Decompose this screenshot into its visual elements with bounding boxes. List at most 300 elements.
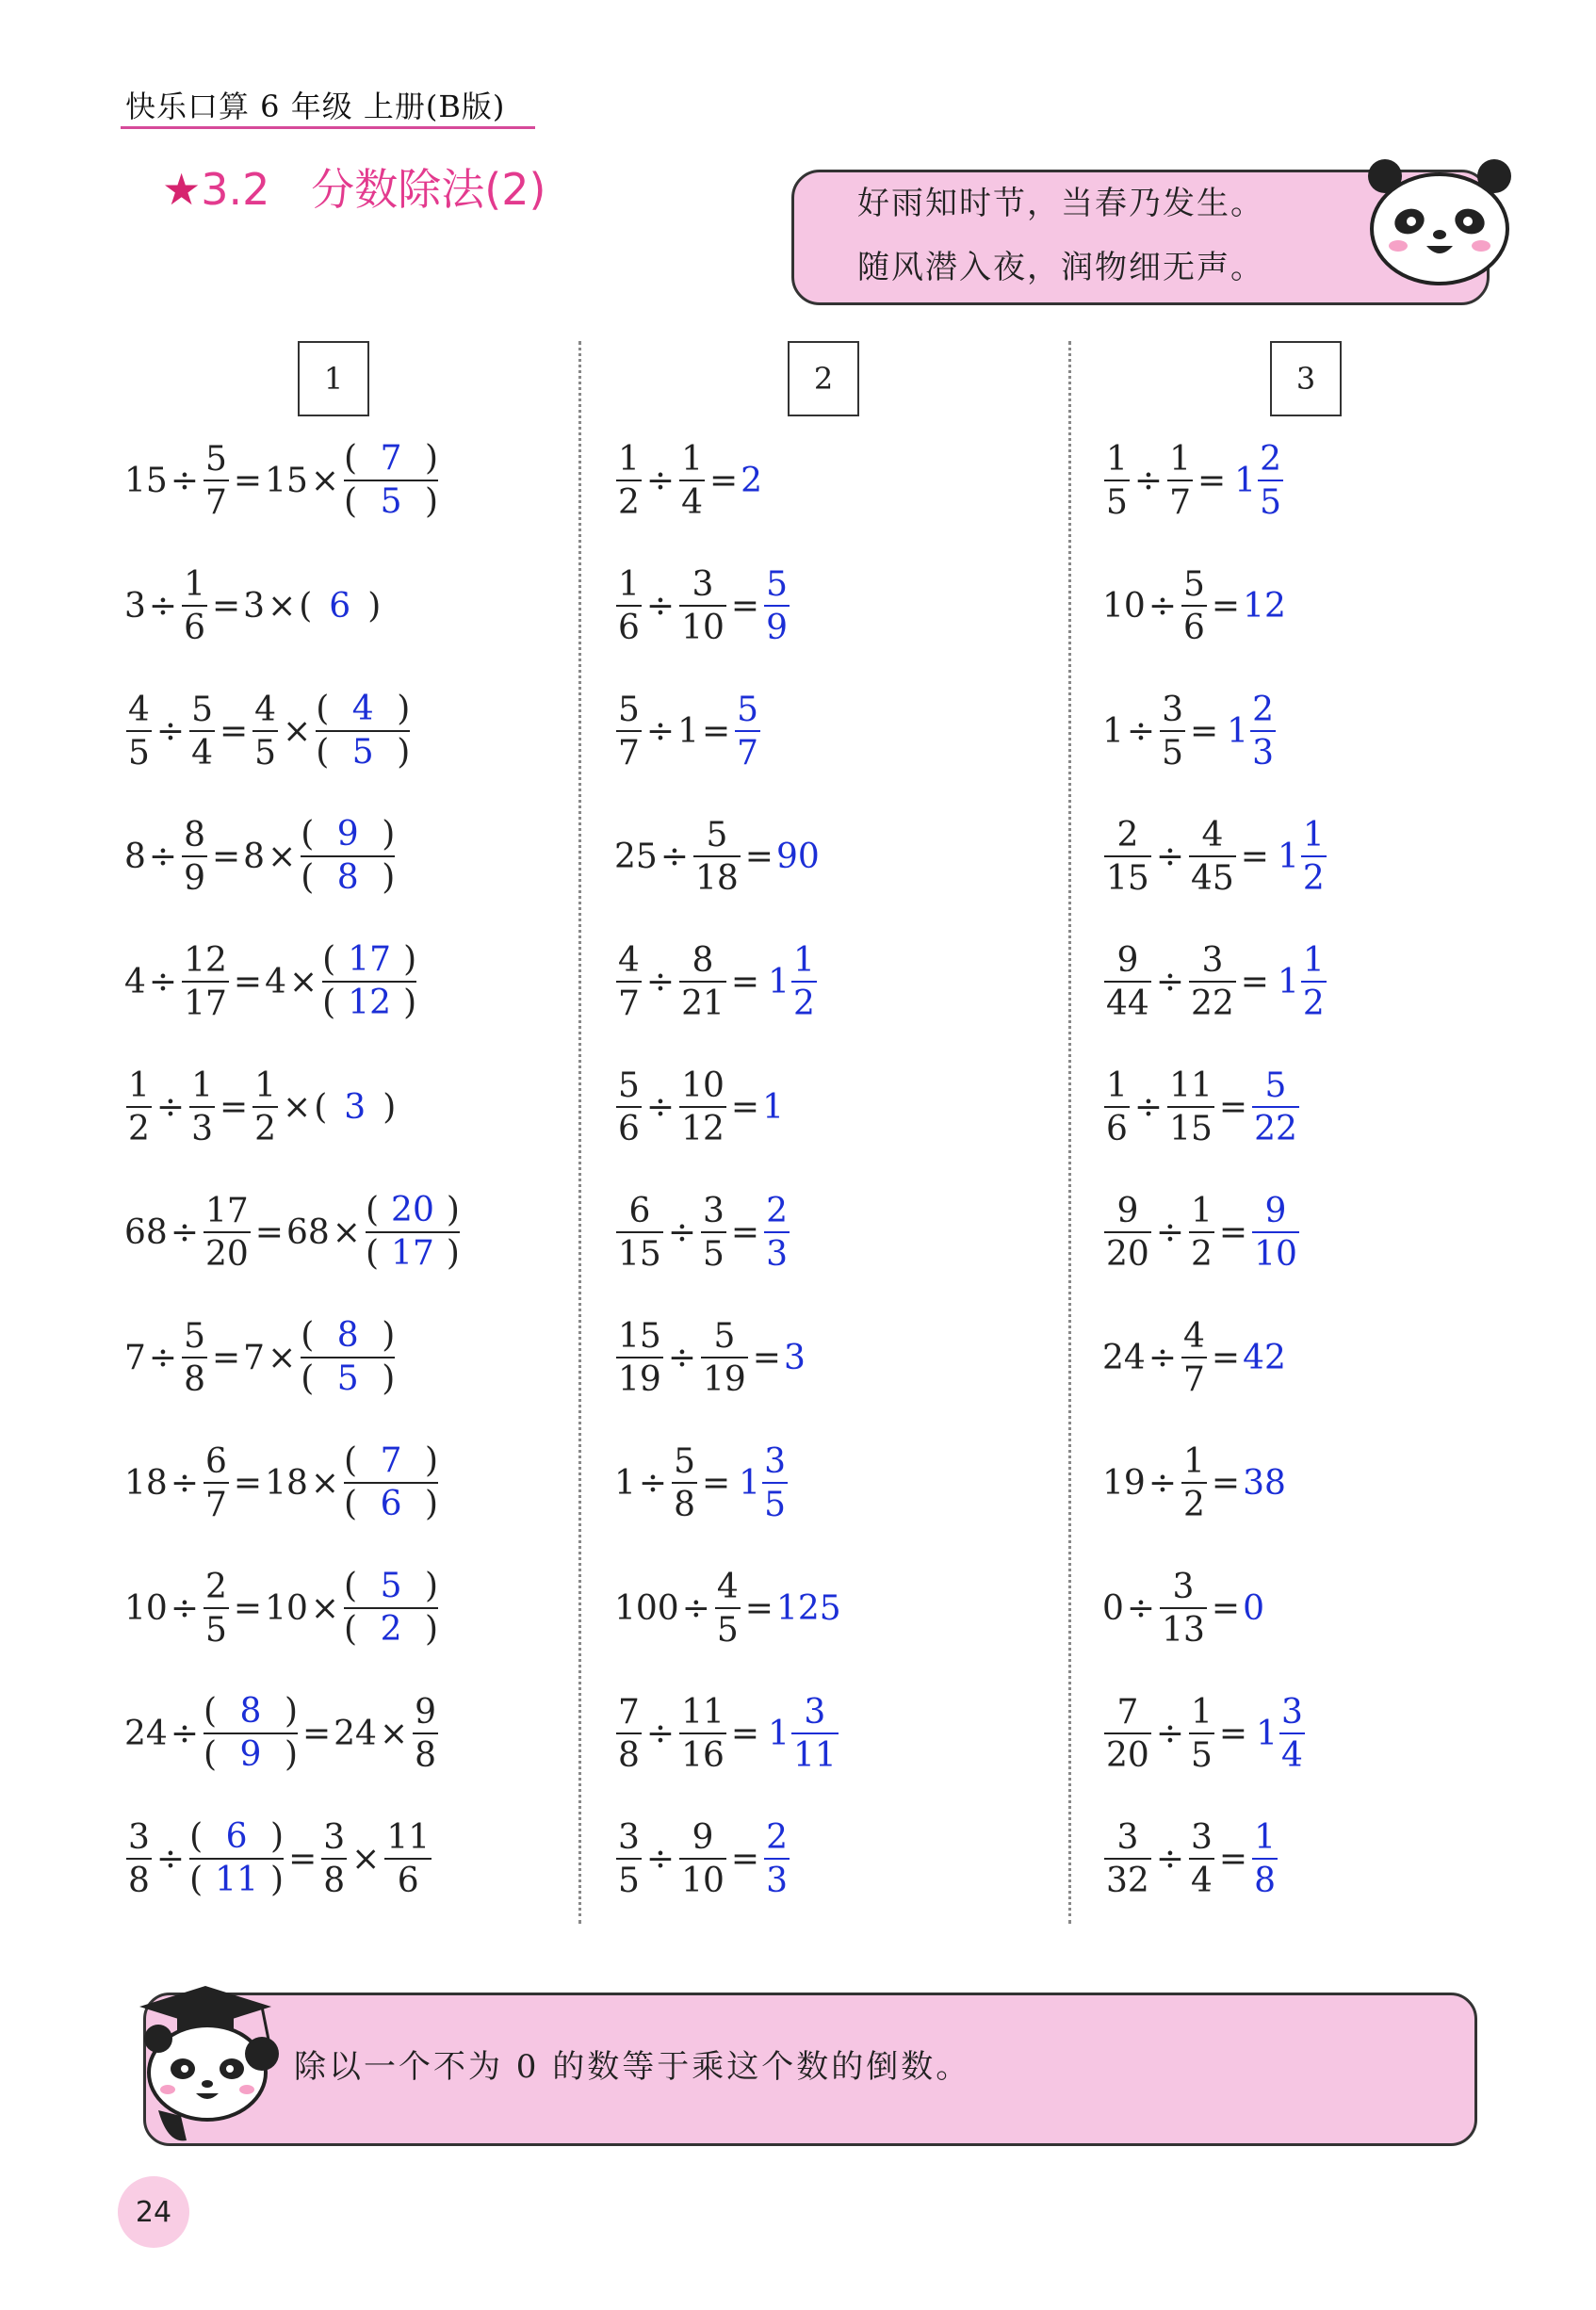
number: 18 (265, 1463, 308, 1503)
fraction (679, 1691, 726, 1776)
numerator: 12 (184, 941, 227, 980)
denominator: 4 (1190, 1862, 1213, 1900)
answer-value: 90 (775, 837, 820, 876)
denominator: 5 (764, 1486, 786, 1524)
operator: = (1189, 711, 1219, 751)
denominator: 8 (674, 1486, 695, 1524)
denominator: 19 (618, 1360, 661, 1399)
answer-value: 9 (336, 815, 359, 854)
denominator: 6 (1106, 1110, 1128, 1148)
operator: ÷ (1126, 1588, 1156, 1628)
column-divider-2 (1068, 341, 1071, 1924)
blank-fraction (322, 939, 416, 1024)
numerator: 7 (618, 1693, 640, 1732)
numerator: 1 (184, 565, 205, 604)
panda-face-icon (1364, 155, 1515, 287)
numerator: 1 (792, 941, 815, 980)
operator: ÷ (155, 711, 186, 751)
fraction (182, 939, 229, 1024)
problem-row (1102, 1686, 1307, 1781)
problem-row (124, 1060, 396, 1154)
denominator: 8 (128, 1862, 150, 1900)
denominator: 7 (737, 734, 759, 773)
fraction (616, 939, 642, 1024)
fraction (616, 689, 642, 773)
number: 1 (677, 711, 699, 751)
numerator: 5 (184, 1317, 205, 1356)
paren: ) (446, 1234, 460, 1273)
blank-numerator (344, 1566, 438, 1607)
fraction (1189, 1691, 1214, 1776)
paren: ( (301, 1316, 315, 1355)
numerator: 10 (681, 1066, 725, 1105)
column-divider-1 (578, 341, 581, 1924)
numerator: 5 (766, 565, 788, 604)
answer-value: 6 (380, 1485, 402, 1523)
denominator: 8 (323, 1862, 346, 1900)
denominator: 7 (204, 1486, 227, 1524)
answer-value: 38 (1243, 1463, 1286, 1503)
fraction (1160, 689, 1185, 773)
paren: ) (397, 733, 411, 772)
fraction (182, 563, 207, 648)
paren: ( (344, 482, 358, 521)
numerator: 8 (184, 816, 205, 854)
answer-fraction (1279, 1691, 1305, 1776)
blank-numerator (301, 1315, 395, 1357)
blank-denominator (316, 732, 410, 773)
denominator: 8 (184, 1360, 205, 1399)
answer-fraction (1301, 814, 1327, 899)
operator: = (233, 1463, 263, 1503)
operator: = (730, 586, 760, 626)
denominator: 5 (1162, 734, 1183, 773)
operator: = (1240, 837, 1269, 876)
number: 7 (243, 1338, 266, 1377)
fraction (1189, 1816, 1214, 1901)
answer-value: 5 (351, 733, 374, 772)
fraction (1167, 1065, 1214, 1149)
blank-denominator (189, 1860, 284, 1901)
operator: = (730, 1839, 760, 1879)
number: 68 (124, 1212, 168, 1252)
numerator: 3 (618, 1818, 640, 1857)
blank-denominator (204, 1734, 298, 1776)
operator: ÷ (645, 962, 676, 1001)
operator: ÷ (1148, 1463, 1177, 1503)
numerator: 4 (254, 691, 277, 729)
answer-value: 8 (239, 1692, 262, 1731)
operator: = (288, 1839, 318, 1879)
problem-row (124, 1436, 440, 1530)
poem-line-1: 好雨知时节，当春乃发生。 (857, 185, 1264, 222)
operator: ÷ (660, 837, 689, 876)
denominator: 32 (1106, 1862, 1149, 1900)
denominator: 6 (184, 609, 205, 647)
problem-row (124, 1185, 462, 1279)
answer-value: 5 (336, 1359, 359, 1398)
problem-row (1102, 559, 1286, 653)
problem-row (124, 1686, 440, 1781)
denominator: 5 (618, 1862, 640, 1900)
numerator: 2 (1116, 816, 1139, 854)
denominator: 5 (1190, 1736, 1213, 1775)
fraction (182, 814, 207, 899)
denominator: 3 (191, 1110, 213, 1148)
operator: = (1218, 1839, 1248, 1879)
problem-row (614, 559, 791, 653)
numerator: 5 (1182, 565, 1205, 604)
operator: × (351, 1839, 381, 1879)
fraction (679, 438, 705, 523)
numerator: 4 (1182, 1317, 1205, 1356)
operator: ÷ (1155, 1714, 1184, 1753)
numerator: 1 (1106, 440, 1128, 479)
operator: = (730, 962, 760, 1001)
number: 19 (1102, 1463, 1146, 1503)
fraction (679, 939, 726, 1024)
fraction (679, 563, 726, 648)
operator: ÷ (645, 461, 676, 500)
operator: = (1211, 586, 1241, 626)
numerator: 5 (713, 1317, 736, 1356)
blank-numerator (204, 1691, 298, 1732)
numerator: 5 (1264, 1066, 1287, 1105)
number: 10 (124, 1588, 168, 1628)
paren: ( (322, 984, 336, 1022)
operator: ÷ (645, 586, 676, 626)
paren: ) (425, 1485, 439, 1523)
fraction (672, 1440, 697, 1525)
operator: ÷ (155, 1087, 186, 1127)
answer-fraction (764, 563, 790, 648)
number: 68 (285, 1212, 330, 1252)
denominator: 5 (716, 1611, 739, 1650)
numerator: 5 (618, 1066, 640, 1105)
paren: ) (383, 1087, 397, 1127)
operator: × (310, 1588, 340, 1628)
operator: = (701, 1463, 731, 1503)
fraction (616, 438, 642, 523)
answer-value: 11 (215, 1861, 258, 1899)
fraction (616, 1190, 663, 1275)
problem-row (614, 433, 762, 528)
blank-denominator (366, 1233, 460, 1275)
problem-row (124, 559, 381, 653)
numerator: 1 (1169, 440, 1191, 479)
operator: = (1218, 1714, 1248, 1753)
fraction (616, 1065, 642, 1149)
denominator: 4 (1280, 1736, 1303, 1775)
paren: ( (344, 1485, 358, 1523)
fraction (1181, 1315, 1207, 1400)
numerator: 1 (1254, 1818, 1276, 1857)
fraction (1104, 1691, 1151, 1776)
answer-fraction (791, 939, 817, 1024)
number: 10 (1102, 586, 1146, 626)
paren: ) (367, 586, 382, 626)
number: 1 (1102, 711, 1124, 751)
numerator: 2 (1252, 691, 1274, 729)
fraction (126, 1816, 152, 1901)
number: 100 (614, 1588, 679, 1628)
problem-row (1102, 1310, 1286, 1405)
fraction (1189, 814, 1236, 899)
numerator: 4 (618, 941, 640, 980)
blank-fraction (344, 1440, 438, 1525)
denominator: 5 (702, 1235, 725, 1274)
operator: = (211, 1338, 241, 1377)
numerator: 3 (702, 1192, 725, 1230)
answer-value: 42 (1243, 1338, 1286, 1377)
operator: = (219, 711, 249, 751)
operator: × (283, 1087, 312, 1127)
fraction (616, 1816, 642, 1901)
fraction (616, 1691, 642, 1776)
denominator: 10 (681, 609, 725, 647)
fraction (189, 1065, 215, 1149)
fraction (321, 1816, 347, 1901)
numerator: 15 (618, 1317, 661, 1356)
number: 25 (614, 837, 658, 876)
paren: ) (403, 940, 417, 979)
operator: = (744, 837, 774, 876)
paren: ) (270, 1817, 285, 1856)
blank-fraction (301, 814, 395, 899)
denominator: 2 (618, 483, 640, 522)
answer-value: 125 (775, 1588, 841, 1628)
numerator: 3 (1280, 1693, 1303, 1732)
blank-fraction (189, 1816, 284, 1901)
denominator: 2 (128, 1110, 150, 1148)
blank-fraction (301, 1315, 395, 1400)
operator: ÷ (645, 711, 676, 751)
denominator: 6 (618, 609, 640, 647)
number: 18 (124, 1463, 168, 1503)
numerator: 5 (706, 816, 728, 854)
numerator: 9 (1264, 1192, 1287, 1230)
denominator: 3 (1252, 734, 1274, 773)
answer-value: 1 (1227, 711, 1249, 751)
denominator: 17 (184, 984, 227, 1023)
operator: ÷ (638, 1463, 668, 1503)
paren: ( (301, 1359, 315, 1398)
operator: = (1211, 1338, 1241, 1377)
fraction (189, 689, 215, 773)
numerator: 3 (1201, 941, 1224, 980)
numerator: 5 (737, 691, 759, 729)
fraction (204, 1190, 251, 1275)
fraction (679, 1816, 726, 1901)
operator: = (301, 1714, 332, 1753)
problem-row (1102, 1185, 1301, 1279)
denominator: 7 (204, 483, 227, 522)
answer-value: 1 (739, 1463, 761, 1503)
problem-row (124, 935, 418, 1029)
fraction (1189, 939, 1236, 1024)
denominator: 5 (204, 1611, 227, 1650)
paren: ) (270, 1861, 285, 1899)
operator: ÷ (645, 1839, 676, 1879)
blank-numerator (322, 939, 416, 981)
blank-denominator (301, 1358, 395, 1400)
fraction (1104, 814, 1151, 899)
blank-fraction (316, 689, 410, 773)
numerator: 11 (1169, 1066, 1213, 1105)
numerator: 5 (204, 440, 227, 479)
denominator: 5 (254, 734, 277, 773)
operator: ÷ (1133, 1087, 1164, 1127)
answer-value: 3 (344, 1087, 366, 1127)
fraction (204, 1440, 229, 1525)
operator: ÷ (1155, 1212, 1184, 1252)
answer-fraction (1258, 438, 1283, 523)
problem-row (1102, 684, 1278, 778)
operator: × (332, 1212, 361, 1252)
numerator: 3 (1162, 691, 1183, 729)
number: 15 (124, 461, 168, 500)
answer-value: 1 (1234, 461, 1257, 500)
number: 15 (265, 461, 308, 500)
problem-row (614, 1436, 790, 1530)
answer-value: 1 (1277, 837, 1299, 876)
operator: ÷ (645, 1087, 676, 1127)
answer-value: 9 (239, 1735, 262, 1774)
answer-value: 8 (336, 1316, 359, 1355)
denominator: 4 (191, 734, 213, 773)
blank-fraction (344, 438, 438, 523)
numerator: 3 (323, 1818, 346, 1857)
section-title (162, 155, 546, 218)
answer-value: 6 (329, 586, 351, 626)
operator: ÷ (148, 962, 178, 1001)
paren: ( (322, 940, 336, 979)
operator: ÷ (681, 1588, 710, 1628)
denominator: 20 (204, 1235, 249, 1274)
number: 3 (243, 586, 266, 626)
denominator: 2 (1190, 1235, 1213, 1274)
answer-value: 1 (762, 1087, 784, 1127)
problem-row (614, 935, 819, 1029)
operator: = (1218, 1087, 1248, 1127)
operator: ÷ (1155, 962, 1184, 1001)
paren: ( (365, 1234, 379, 1273)
operator: × (379, 1714, 409, 1753)
denominator: 10 (1254, 1235, 1297, 1274)
denominator: 19 (702, 1360, 746, 1399)
denominator: 3 (766, 1862, 788, 1900)
numerator: 8 (692, 941, 714, 980)
column-number-3: 3 (1270, 341, 1342, 416)
fraction (701, 1190, 726, 1275)
denominator: 6 (397, 1862, 419, 1900)
blank-denominator (301, 857, 395, 899)
blank-fraction (366, 1190, 460, 1275)
paren: ( (365, 1191, 379, 1229)
answer-fraction (1252, 1816, 1278, 1901)
problem-row (1102, 1436, 1286, 1530)
numerator: 2 (1260, 440, 1281, 479)
denominator: 15 (1106, 859, 1149, 898)
problem-row (1102, 809, 1328, 903)
answer-value: 1 (768, 1714, 790, 1753)
paren: ) (425, 439, 439, 478)
operator: = (233, 962, 263, 1001)
paren: ( (344, 1610, 358, 1649)
operator: = (211, 586, 241, 626)
number: 24 (124, 1714, 168, 1753)
fraction (701, 1315, 748, 1400)
paren: ) (382, 1316, 396, 1355)
denominator: 10 (681, 1862, 725, 1900)
graduate-panda-icon (121, 1978, 290, 2148)
numerator: 9 (1116, 941, 1139, 980)
problem-row (124, 1561, 440, 1655)
paren: ( (203, 1692, 218, 1731)
paren: ) (425, 1441, 439, 1480)
denominator: 15 (1169, 1110, 1213, 1148)
denominator: 4 (681, 483, 703, 522)
answer-value: 6 (225, 1817, 248, 1856)
operator: ÷ (1155, 837, 1184, 876)
numerator: 4 (128, 691, 150, 729)
problem-row (614, 1185, 791, 1279)
numerator: 1 (128, 1066, 150, 1105)
denominator: 20 (1106, 1235, 1149, 1274)
answer-fraction (764, 1190, 790, 1275)
operator: = (744, 1588, 774, 1628)
numerator: 3 (1190, 1818, 1213, 1857)
answer-blank (314, 1088, 396, 1127)
operator: ÷ (148, 586, 178, 626)
number: 8 (243, 837, 266, 876)
denominator: 5 (1106, 483, 1128, 522)
paren: ( (299, 586, 313, 626)
numerator: 5 (191, 691, 213, 729)
paren: ) (425, 482, 439, 521)
fraction (1181, 1440, 1207, 1525)
answer-fraction (1301, 939, 1327, 1024)
denominator: 2 (792, 984, 815, 1023)
problem-row (614, 809, 820, 903)
denominator: 22 (1254, 1110, 1297, 1148)
operator: ÷ (645, 1714, 676, 1753)
denominator: 13 (1162, 1611, 1205, 1650)
blank-fraction (204, 1691, 298, 1776)
blank-numerator (366, 1190, 460, 1231)
paren: ) (382, 858, 396, 897)
problem-row (1102, 1060, 1301, 1154)
fraction (1104, 438, 1130, 523)
operator: = (1197, 461, 1227, 500)
blank-fraction (344, 1566, 438, 1651)
operator: ÷ (1148, 586, 1177, 626)
problem-row (1102, 1812, 1279, 1906)
answer-value: 12 (1243, 586, 1286, 626)
operator: ÷ (667, 1212, 696, 1252)
denominator: 5 (128, 734, 150, 773)
number: 7 (124, 1338, 146, 1377)
paren: ( (316, 733, 330, 772)
denominator: 2 (1302, 859, 1325, 898)
numerator: 11 (681, 1693, 725, 1732)
problem-row (1102, 935, 1328, 1029)
fraction (715, 1566, 741, 1651)
header-underline (121, 126, 535, 129)
star-icon: ★ (162, 164, 202, 215)
numerator: 1 (1182, 1442, 1205, 1481)
operator: × (268, 837, 297, 876)
